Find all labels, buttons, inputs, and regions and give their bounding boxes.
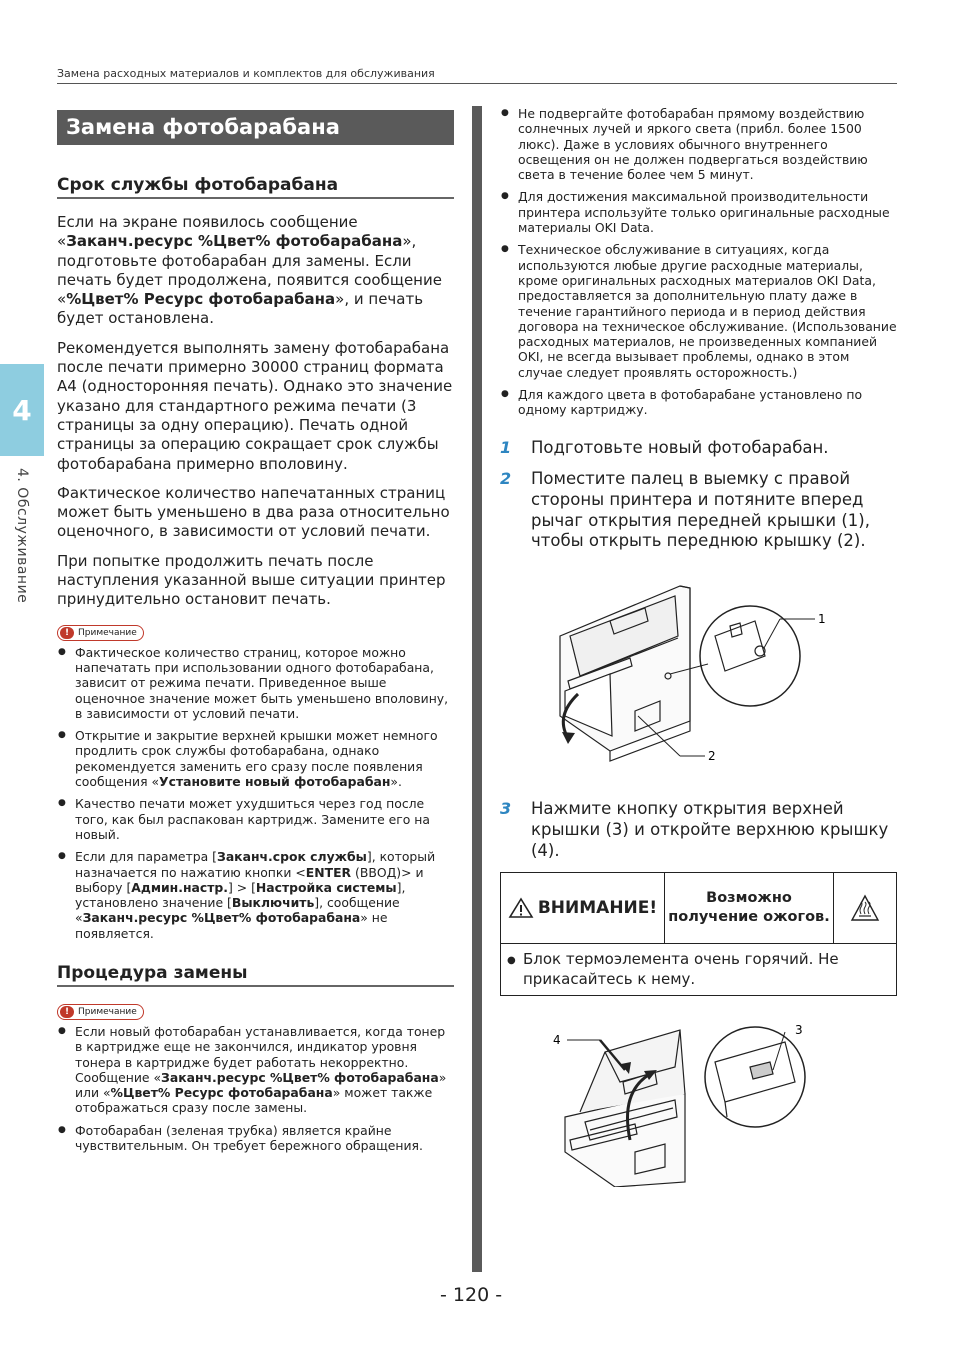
step-1 (500, 438, 897, 459)
left-column (57, 110, 454, 1160)
steps-block (500, 438, 897, 553)
figure-front-cover (550, 566, 880, 771)
lifetime-title: Срок службы фотобарабана (57, 175, 454, 199)
note-list-2 (57, 1024, 454, 1153)
caution-list (500, 106, 897, 418)
steps-block-2 (500, 799, 897, 861)
note-list-1 (57, 645, 454, 941)
list-item: ● Для достижения максимальной производительности принтера используйте только оригинальные расходные материалы OKI Data. (500, 189, 897, 235)
chapter-tab[interactable]: 4 (0, 364, 44, 456)
paragraph-2: Рекомендуется выполнять замену фотобарабана после печати примерно 30000 страниц формата А4 (односторонняя печать). Однако это значение указано для стандартного режима печати (3 страницы за одну операцию). Печать одной страницы за операцию сокращает срок службы фотобарабана примерно вполовину. (57, 338, 453, 473)
paragraph-3: Фактическое количество напечатанных страниц может быть уменьшено в два раза относительно оценочного, в зависимости от условий печати. (57, 483, 450, 541)
warning-triangle-icon (508, 897, 534, 919)
note-badge-2: ! Примечание (57, 999, 454, 1020)
callout-4: 4 (553, 1033, 561, 1048)
paragraph-1: Если на экране появилось сообщение «Заканч.ресурс %Цвет% фотобарабана», подготовьте фотобарабан для замены. Если печать будет продолжена, появится сообщение «%Цвет% Ресурс фотобарабана», и печать будет остановлена. (57, 213, 442, 328)
list-item: ● Фактическое количество страниц, которое можно напечатать при использовании одного фотобарабана, зависит от режима печати. Приведенное выше оценочное значение может быть уменьшено вполовину, в зависимости от условий печати. (57, 645, 454, 721)
step-text: Подготовьте новый фотобарабан. (531, 437, 829, 457)
step-number: 2 (500, 469, 512, 489)
warning-body: ● Блок термоэлемента очень горячий. Не прикасайтесь к нему. (501, 944, 896, 995)
step-text: Нажмите кнопку открытия верхней крышки (3) и откройте верхнюю крышку (4). (531, 799, 889, 860)
step-text: Поместите палец в выемку с правой стороны принтера и потяните вперед рычаг открытия передней крышки (1), чтобы открыть переднюю крышку (2). (531, 469, 870, 551)
list-item: ● Открытие и закрытие верхней крышки может немного продлить срок службы фотобарабана, однако рекомендуется заменить его сразу после появления сообщения «Установите новый фотобарабан». (57, 728, 454, 789)
exclamation-icon: ! (60, 1006, 74, 1018)
callout-1: 1 (818, 612, 826, 627)
list-item: ● Если новый фотобарабан устанавливается, когда тонер в картридже еще не закончился, индикатор уровня тонера в картридже будет работать некорректно. Сообщение «Заканч.ресурс %Цвет% фотобарабана» или «%Цвет% Ресурс фотобарабана» может также отображаться сразу после замены. (57, 1024, 454, 1116)
step-3 (500, 799, 897, 861)
right-column (500, 106, 897, 1187)
page-number: - 120 - (440, 1284, 503, 1306)
step-number: 3 (500, 799, 512, 819)
printer-top-illustration (545, 1022, 845, 1187)
list-item: ● Техническое обслуживание в ситуациях, когда используются любые другие расходные материалы, кроме оригинальных расходных материалов OKI Data, предоставляется за дополнительную плату даже в течение гарантийного периода и в период действия договора на техническое обслуживание. (Использование расходных материалов, не произведенных компанией OKI, не всегда вызывает проблемы, однако в этом случае следует проявлять осторожность.) (500, 242, 897, 380)
callout-2: 2 (708, 749, 716, 764)
step-number: 1 (500, 437, 512, 457)
paragraph-4: При попытке продолжить печать после наступления указанной выше ситуации принтер принудительно остановит печать. (57, 551, 446, 609)
list-item: ● Не подвергайте фотобарабан прямому воздействию солнечных лучей и яркого света (прибл. более 1500 люкс). Даже в условиях обычного внутреннего освещения он не должен подвергаться воздействию света в течение более чем 5 минут. (500, 106, 897, 182)
list-item: ● Для каждого цвета в фотобарабане установлено по одному картриджу. (500, 387, 897, 418)
section-title: Замена фотобарабана (57, 110, 454, 145)
callout-3: 3 (795, 1023, 803, 1038)
warning-label: ВНИМАНИЕ! (501, 873, 665, 943)
printer-front-illustration (550, 566, 880, 771)
chapter-label: 4. Обслуживание (14, 468, 30, 604)
list-item: ● Фотобарабан (зеленая трубка) является крайне чувствительным. Он требует бережного обращения. (57, 1123, 454, 1154)
note-badge-1: ! Примечание (57, 620, 454, 641)
exclamation-icon: ! (60, 627, 74, 639)
running-header: Замена расходных материалов и комплектов для обслуживания (57, 67, 897, 84)
warning-box (500, 872, 897, 996)
list-item: ● Качество печати может ухудшиться через год после того, как был распакован картридж. Замените его на новый. (57, 796, 454, 842)
hot-surface-icon (850, 894, 880, 922)
warning-description: Возможно получение ожогов. (665, 873, 834, 943)
step-2 (500, 469, 897, 552)
procedure-title: Процедура замены (57, 963, 454, 987)
figure-top-cover (545, 1022, 845, 1187)
column-divider (472, 106, 482, 1272)
list-item: ● Если для параметра [Заканч.срок службы], который назначается по нажатию кнопки <ENTER (ВВОД)> и выбору [Админ.настр.] > [Настройка системы], установлено значение [Выключить], сообщение «Заканч.ресурс %Цвет% фотобарабана» не появляется. (57, 849, 454, 941)
